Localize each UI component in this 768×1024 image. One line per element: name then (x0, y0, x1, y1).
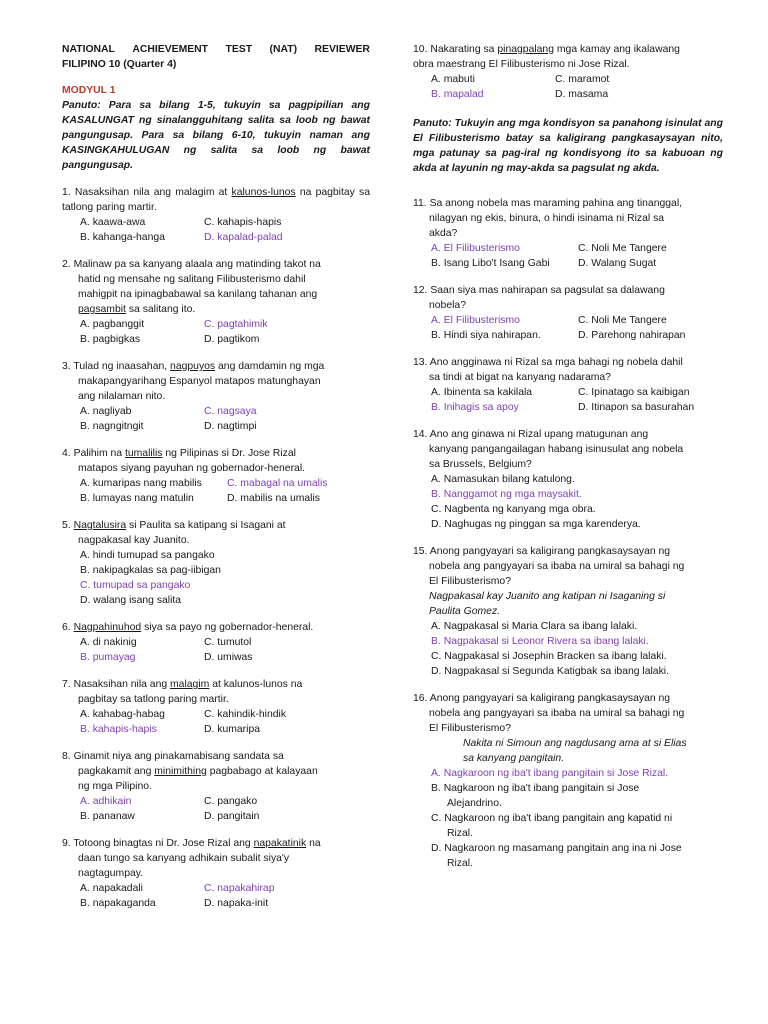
underlined-word: Nagpahinuhod (73, 622, 142, 633)
underlined-word: napakatinik (253, 838, 307, 849)
option-c: C. pangako (204, 796, 258, 807)
option-a: A. nagliyab (80, 406, 132, 417)
option-d: D. Walang Sugat (578, 258, 657, 269)
option-d: D. nagtimpi (204, 421, 257, 432)
underlined-word: malagim (170, 679, 210, 690)
question-1 (62, 185, 370, 245)
left-column (62, 42, 370, 911)
instructions-2: Panuto: Tukuyin ang mga kondisyon sa panahong isinulat ang El Filibusterismo batay sa kaligirang pangkasaysayan nito, mga patunay sa pag-iral ng kondisyong ito sa kabuoan ng akda at layunin ng may-akda sa pagsulat ng akda. (413, 118, 723, 174)
option-b: B. nakipagkalas sa pag-iibigan (80, 565, 221, 576)
question-6 (62, 620, 370, 665)
option-a: A. kaawa-awa (80, 217, 146, 228)
title-word: REVIEWER (314, 44, 370, 55)
option-b: B. lumayas nang matulin (80, 493, 194, 504)
option-c: C. kahindik-hindik (204, 709, 287, 720)
question-5 (62, 518, 370, 608)
option-d: D. Itinapon sa basurahan (578, 402, 695, 413)
title-word: NATIONAL (62, 44, 115, 55)
question-stem: 5. Nagtalusira si Paulita sa katipang si Isagani at nagpakasal kay Juanito. (62, 520, 286, 546)
options (62, 794, 370, 824)
option-d: D. Parehong nahirapan (578, 330, 686, 341)
underlined-word: pinagpalang (497, 44, 554, 55)
question-stem: 16. Anong pangyayari sa kaligirang pangkasaysayan ng nobela ang pangyayari sa ibaba na umiral sa bahagi ng El Filibusterismo? (413, 693, 685, 734)
option-c: C. Nagpakasal si Josephin Bracken sa ibang lalaki. (431, 651, 667, 662)
question-13 (413, 355, 723, 415)
options (62, 476, 370, 506)
module-heading: MODYUL 1 (62, 85, 116, 96)
underlined-word: tumalilis (124, 448, 163, 459)
title-word: ACHIEVEMENT (132, 44, 209, 55)
question-11 (413, 196, 723, 271)
option-a: A. kumaripas nang mabilis (80, 478, 202, 489)
underlined-word: kalunos-lunos (231, 187, 296, 198)
options (62, 215, 370, 245)
options (62, 404, 370, 434)
question-stem: 13. Ano angginawa ni Rizal sa mga bahagi ng nobela dahil sa tindi at bigat na kanyang nadarama? (413, 357, 683, 383)
question-stem: 1. Nasaksihan nila ang malagim at kalunos-lunos na pagbitay sa tatlong paring martir. (62, 187, 371, 213)
option-a: A. kahabag-habag (80, 709, 165, 720)
option-b: B. nagngitngit (80, 421, 144, 432)
context-quote: Nakita ni Simoun ang nagdusang ama at si Elias sa kanyang pangitain. (463, 738, 687, 764)
document-title (62, 42, 370, 72)
option-c: C. Nagkaroon ng iba't ibang pangitain ang kapatid ni Rizal. (431, 813, 673, 839)
option-c: C. tumutol (204, 637, 252, 648)
option-a: A. Ibinenta sa kakilala (431, 387, 533, 398)
option-b: B. pagbigkas (80, 334, 141, 345)
option-c-answer: C. pagtahimik (204, 319, 268, 330)
question-stem: 3. Tulad ng inaasahan, nagpuyos ang damdamin ng mga makapangyarihang Espanyol matapos matunghayan ang nilalaman nito. (62, 361, 325, 402)
question-stem: 4. Palihim na tumalilis ng Pilipinas si Dr. Jose Rizal matapos siyang payuhan ng gobernador-heneral. (62, 448, 306, 474)
option-d: D. pangitain (204, 811, 260, 822)
underlined-word: pagsambit (78, 304, 126, 315)
options (62, 317, 370, 347)
option-d: D. Naghugas ng pinggan sa mga karenderya. (431, 519, 641, 530)
question-2 (62, 257, 370, 347)
option-a: A. hindi tumupad sa pangako (80, 550, 215, 561)
question-4 (62, 446, 370, 506)
question-12 (413, 283, 723, 343)
question-stem: 14. Ano ang ginawa ni Rizal upang matugunan ang kanyang pangangailagan habang isinusulat ang nobela sa Brussels, Belgium? (413, 429, 684, 470)
options (413, 766, 723, 871)
option-a-answer: A. Nagkaroon ng iba't ibang pangitain si Jose Rizal. (431, 768, 669, 779)
option-d: D. umiwas (204, 652, 253, 663)
right-column (413, 42, 723, 871)
option-b: B. kahanga-hanga (80, 232, 165, 243)
option-b-answer: B. Inihagis sa apoy (431, 402, 519, 413)
option-c-answer: C. nagsaya (204, 406, 257, 417)
option-c: C. Noli Me Tangere (578, 243, 667, 254)
question-stem: 8. Ginamit niya ang pinakamabisang sandata sa pagkakamit ang minimithing pagbabago at kalayaan ng mga Pilipino. (62, 751, 318, 792)
option-b-answer: B. Nagpakasal si Leonor Rivera sa ibang lalaki. (431, 636, 649, 647)
question-stem: 9. Totoong binagtas ni Dr. Jose Rizal ang napakatinik na daan tungo sa kanyang adhikain subalit siya'y nagtagumpay. (62, 838, 321, 879)
question-stem: 15. Anong pangyayari sa kaligirang pangkasaysayan ng nobela ang pangyayari sa ibaba na umiral sa bahagi ng El Filibusterismo? (413, 546, 685, 587)
option-d: D. kumaripa (204, 724, 261, 735)
question-stem: 6. Nagpahinuhod siya sa payo ng gobernador-heneral. (62, 622, 314, 633)
option-c-answer: C. tumupad sa pangako (80, 580, 191, 591)
option-b: B. napakaganda (80, 898, 156, 909)
option-a: A. Namasukan bilang katulong. (431, 474, 575, 485)
option-b-answer: B. pumayag (80, 652, 136, 663)
option-a-answer: A. adhikain (80, 796, 132, 807)
options (62, 548, 370, 608)
options (413, 313, 723, 343)
question-16 (413, 691, 723, 871)
option-d: D. walang isang salita (80, 595, 182, 606)
title-word: TEST (225, 44, 253, 55)
options (413, 385, 723, 415)
question-3 (62, 359, 370, 434)
options (413, 472, 723, 532)
title-line (62, 42, 370, 57)
option-d: D. mabilis na umalis (227, 493, 320, 504)
option-d: D. pagtikom (204, 334, 260, 345)
option-a: A. napakadali (80, 883, 143, 894)
options (62, 707, 370, 737)
underlined-word: nagpuyos (170, 361, 216, 372)
option-a-answer: A. El Filibusterismo (431, 315, 520, 326)
option-a: A. Nagpakasal si Maria Clara sa ibang lalaki. (431, 621, 638, 632)
option-d: D. Nagkaroon ng masamang pangitain ang ina ni Jose Rizal. (431, 843, 682, 869)
question-stem: 2. Malinaw pa sa kanyang alaala ang matinding takot na hatid ng mensahe ng salitang Filibusterismo dahil mahigpit na ipinagbabawal sa kanilang tahanan ang pagsambit sa salitang ito. (62, 259, 321, 315)
option-c: C. Nagbenta ng kanyang mga obra. (431, 504, 596, 515)
option-b-answer: B. Nanggamot ng mga maysakit. (431, 489, 582, 500)
option-c: C. kahapis-hapis (204, 217, 282, 228)
options (62, 881, 370, 911)
document-subtitle: FILIPINO 10 (Quarter 4) (62, 59, 177, 70)
option-a-answer: A. El Filibusterismo (431, 243, 520, 254)
question-stem: 12. Saan siya mas nahirapan sa pagsulat sa dalawang nobela? (413, 285, 665, 311)
question-14 (413, 427, 723, 532)
option-b: B. Isang Libo't Isang Gabi (431, 258, 550, 269)
option-a: A. pagbanggit (80, 319, 145, 330)
question-15 (413, 544, 723, 679)
question-stem: 7. Nasaksihan nila ang malagim at kalunos-lunos na pagbitay sa tatlong paring martir. (62, 679, 303, 705)
option-a: A. di nakinig (80, 637, 137, 648)
question-stem: 11. Sa anong nobela mas maraming pahina ang tinanggal, nilagyan ng ekis, binura, o hindi isinama ni Rizal sa akda? (413, 198, 683, 239)
option-d: D. Nagpakasal si Segunda Katigbak sa ibang lalaki. (431, 666, 669, 677)
context-quote: Nagpakasal kay Juanito ang katipan ni Isaganing si Paulita Gomez. (429, 591, 666, 617)
option-c-answer: C. napakahirap (204, 883, 275, 894)
question-7 (62, 677, 370, 737)
option-c: C. maramot (555, 74, 610, 85)
option-b: B. pananaw (80, 811, 135, 822)
title-word: (NAT) (269, 44, 298, 55)
option-d: D. masama (555, 89, 609, 100)
options (413, 619, 723, 679)
options (413, 72, 723, 102)
instructions-1: Panuto: Para sa bilang 1-5, tukuyin sa pagpipilian ang KASALUNGAT ng sinalangguhitang salita sa loob ng bawat pangungusap. Para sa bilang 6-10, tukuyin naman ang KASINGKAHULUGAN ng salita sa loob ng bawat pangungusap. (62, 100, 370, 171)
option-b: B. Hindi siya nahirapan. (431, 330, 541, 341)
options (62, 635, 370, 665)
option-d: D. napaka-init (204, 898, 269, 909)
question-10 (413, 42, 723, 102)
option-d-answer: D. kapalad-palad (204, 232, 283, 243)
option-c: C. Noli Me Tangere (578, 315, 667, 326)
options (413, 241, 723, 271)
option-b: B. Nagkaroon ng iba't ibang pangitain si Jose Alejandrino. (431, 783, 640, 809)
option-c: C. Ipinatago sa kaibigan (578, 387, 690, 398)
underlined-word: Nagtalusira (73, 520, 127, 531)
option-b-answer: B. mapalad (431, 89, 484, 100)
underlined-word: minimithing (154, 766, 207, 777)
question-9 (62, 836, 370, 911)
option-c-answer: C. mabagal na umalis (227, 478, 328, 489)
option-a: A. mabuti (431, 74, 475, 85)
question-8 (62, 749, 370, 824)
question-stem: 10. Nakarating sa pinagpalang mga kamay ang ikalawang obra maestrang El Filibusterismo ni Jose Rizal. (413, 44, 680, 70)
option-b-answer: B. kahapis-hapis (80, 724, 157, 735)
